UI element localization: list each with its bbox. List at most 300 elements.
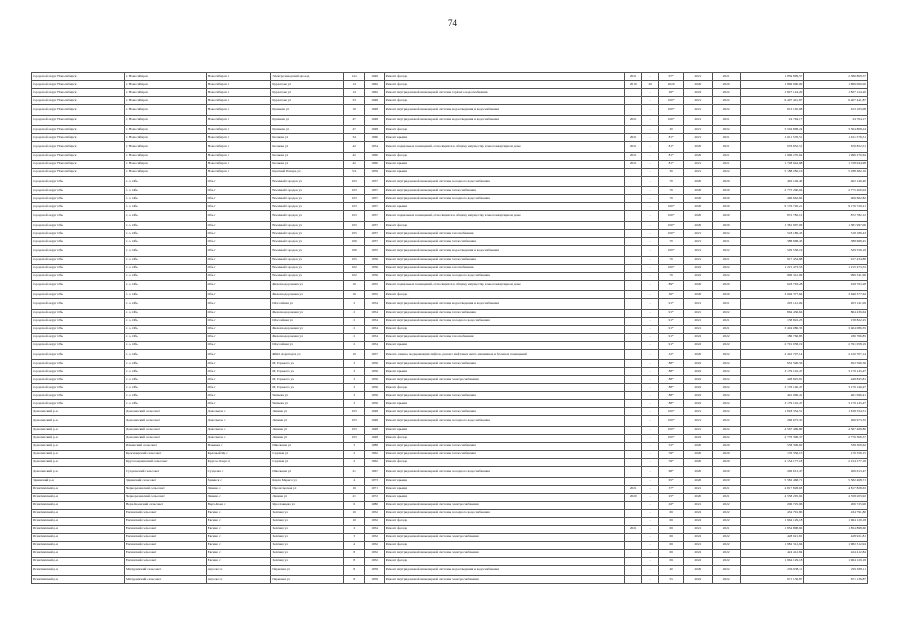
- cell-volume: 88*: [659, 360, 684, 368]
- cell-year-to: 2020: [712, 450, 740, 458]
- cell-volume: 69: [659, 549, 684, 557]
- cell-street: Шоссейная ул: [271, 341, 344, 349]
- cell-year: 1971: [365, 485, 384, 493]
- cell-plan-start: [625, 501, 642, 509]
- cell-settlement: г. Новосибирск: [125, 168, 207, 176]
- cell-year: 1936: [365, 272, 384, 280]
- cell-settlement: г. о. Обь: [125, 317, 207, 325]
- cell-municipality: городской округ Новосибирск: [32, 115, 125, 126]
- cell-year-from: 2021: [684, 73, 712, 81]
- cell-year: 1952: [365, 517, 384, 525]
- cell-work: Ремонт внутридомовой инженерной системы холодного водоснабжения: [384, 176, 624, 187]
- cell-city: Обь г: [206, 360, 271, 368]
- cell-city: Новосибирск г: [206, 160, 271, 168]
- cell-house: 16: [343, 105, 365, 116]
- cell-municipality: Искитимский р-н: [32, 576, 125, 584]
- cell-plan-stop: -: [642, 533, 659, 541]
- cell-street: Зелёная ул: [271, 557, 344, 565]
- cell-municipality: городской округ Обь: [32, 256, 125, 264]
- cell-street: Пролетарская ул: [271, 485, 344, 493]
- cell-city: Новосибирск г: [206, 89, 271, 97]
- cell-house: 103: [343, 187, 365, 195]
- cell-plan-stop: -: [642, 325, 659, 333]
- cell-house: 42: [343, 142, 365, 153]
- cell-cost-total: 158 822,25: [740, 317, 804, 325]
- cell-city: Обь г: [206, 272, 271, 280]
- cell-city: Обь г: [206, 325, 271, 333]
- cell-cost-total: 9 176 720,21: [740, 203, 804, 211]
- cell-settlement: Кругоозерненский сельсовет: [125, 458, 207, 466]
- cell-plan-start: [625, 168, 642, 176]
- cell-settlement: Евсинский сельсовет: [125, 557, 207, 565]
- cell-city: Обь г: [206, 211, 271, 222]
- cell-settlement: Доволенский сельсовет: [125, 434, 207, 442]
- table-row: [32, 152, 868, 160]
- cell-plan-stop: -: [642, 203, 659, 211]
- cell-plan-stop: -: [642, 549, 659, 557]
- table-row: [32, 280, 868, 291]
- cell-house: 3: [343, 533, 365, 541]
- cell-year: 1952: [365, 557, 384, 565]
- cell-settlement: Здвинский сельсовет: [125, 477, 207, 485]
- cell-volume: 91*: [659, 309, 684, 317]
- cell-house: 3: [343, 392, 365, 400]
- cell-house: 105: [343, 256, 365, 264]
- cell-year: 1954: [365, 325, 384, 333]
- cell-house: 3: [343, 368, 365, 376]
- cell-cost-total: 448 845,81: [740, 376, 804, 384]
- cell-plan-start: [625, 256, 642, 264]
- cell-year-from: 2020: [684, 187, 712, 195]
- cell-year-to: 2022: [712, 408, 740, 416]
- cell-settlement: г. Новосибирск: [125, 105, 207, 116]
- cell-cost-total: 1 818 354,51: [740, 408, 804, 416]
- cell-street: Кочнева ул: [271, 134, 344, 142]
- cell-plan-start: 2021: [625, 142, 642, 153]
- cell-year-to: 2022: [712, 126, 740, 134]
- cell-year: 1957: [365, 349, 384, 360]
- cell-cost-own: 206 725,96: [804, 501, 868, 509]
- cell-year-from: 2020: [684, 493, 712, 501]
- cell-cost-own: 2 775 200,04: [804, 187, 868, 195]
- cell-volume: 70: [659, 256, 684, 264]
- cell-cost-total: 3 179 145,47: [740, 368, 804, 376]
- cell-work: Ремонт внутридомовой инженерной системы холодного водоснабжения: [384, 509, 624, 517]
- cell-house: 6: [343, 501, 365, 509]
- cell-cost-total: 3 404 086,35: [740, 325, 804, 333]
- cell-volume: 100*: [659, 203, 684, 211]
- cell-street: Ленина ул: [271, 434, 344, 442]
- cell-house: 5/2: [343, 168, 365, 176]
- cell-year: 1937: [365, 221, 384, 229]
- cell-plan-start: [625, 299, 642, 310]
- cell-cost-own: 24 764,17: [804, 115, 868, 126]
- cell-municipality: Искитимский р-н: [32, 509, 125, 517]
- cell-year: 1962: [365, 450, 384, 458]
- cell-city: Новосибирск г: [206, 168, 271, 176]
- cell-volume: 91*: [659, 317, 684, 325]
- cell-cost-total: 3 179 145,47: [740, 400, 804, 408]
- cell-plan-start: [625, 89, 642, 97]
- cell-volume: 100*: [659, 426, 684, 434]
- cell-work: Ремонт внутридомовой инженерной системы электроснабжения: [384, 533, 624, 541]
- cell-work: Ремонт внутридомовой инженерной системы теплоснабжения: [384, 256, 624, 264]
- cell-city: Суздалка с: [206, 466, 271, 477]
- cell-plan-stop: -: [642, 195, 659, 203]
- cell-house: 2: [343, 333, 365, 341]
- cell-plan-start: 2021: [625, 152, 642, 160]
- cell-house: 3: [343, 442, 365, 450]
- cell-settlement: г. о. Обь: [125, 299, 207, 310]
- cell-city: Обь г: [206, 187, 271, 195]
- cell-city: Здвинск с: [206, 477, 271, 485]
- cell-work: Ремонт внутридомовой инженерной системы теплоснабжения: [384, 187, 624, 195]
- cell-municipality: городской округ Обь: [32, 325, 125, 333]
- cell-year-to: 2022: [712, 272, 740, 280]
- cell-volume: 89*: [659, 280, 684, 291]
- cell-year: 1948: [365, 434, 384, 442]
- table-row: [32, 256, 868, 264]
- cell-plan-start: 2020: [625, 493, 642, 501]
- cell-house: 2: [343, 317, 365, 325]
- cell-volume: 100*: [659, 105, 684, 116]
- cell-plan-start: 2021: [625, 485, 642, 493]
- cell-municipality: городской округ Новосибирск: [32, 134, 125, 142]
- cell-city: Новосибирск г: [206, 81, 271, 89]
- cell-cost-own: 538 309,62: [804, 442, 868, 450]
- cell-work: Ремонт крыши: [384, 477, 624, 485]
- cell-cost-own: 186 766,85: [804, 333, 868, 341]
- cell-settlement: г. о. Обь: [125, 400, 207, 408]
- cell-volume: 100*: [659, 416, 684, 427]
- cell-municipality: городской округ Новосибирск: [32, 142, 125, 153]
- cell-settlement: г. о. Обь: [125, 309, 207, 317]
- cell-plan-stop: -: [642, 309, 659, 317]
- cell-plan-stop: -: [642, 349, 659, 360]
- cell-street: Военный городок ул: [271, 211, 344, 222]
- cell-cost-own: 388 668,45: [804, 237, 868, 245]
- cell-cost-total: 4 558 205,92: [740, 493, 804, 501]
- table-row: [32, 400, 868, 408]
- cell-house: 8: [343, 565, 365, 576]
- cell-year-to: 2022: [712, 533, 740, 541]
- cell-municipality: городской округ Обь: [32, 291, 125, 299]
- cell-settlement: г. о. Обь: [125, 325, 207, 333]
- table-row: [32, 245, 868, 256]
- cell-year-from: 2022: [684, 264, 712, 272]
- cell-plan-start: [625, 333, 642, 341]
- cell-work: Ремонт внутридомовой инженерной системы холодного водоснабжения: [384, 195, 624, 203]
- cell-municipality: городской округ Обь: [32, 309, 125, 317]
- cell-work: Ремонт фасада: [384, 541, 624, 549]
- cell-plan-start: [625, 341, 642, 349]
- cell-municipality: Искитимский р-н: [32, 557, 125, 565]
- cell-year-to: 2021: [712, 299, 740, 310]
- cell-plan-stop: -: [642, 152, 659, 160]
- table-row: [32, 509, 868, 517]
- cell-house: 103: [343, 408, 365, 416]
- cell-cost-own: 5 188 282,16: [804, 168, 868, 176]
- cell-work: Ремонт внутридомовой инженерной системы горячего водоснабжения: [384, 89, 624, 97]
- cell-city: Новосибирск г: [206, 115, 271, 126]
- cell-municipality: городской округ Новосибирск: [32, 160, 125, 168]
- cell-year-to: 2020: [712, 176, 740, 187]
- cell-volume: 68*: [659, 466, 684, 477]
- cell-volume: 81*: [659, 142, 684, 153]
- cell-cost-own: 652 596,56: [804, 360, 868, 368]
- cell-municipality: городской округ Обь: [32, 203, 125, 211]
- cell-cost-total: 1 964 129,18: [740, 557, 804, 565]
- cell-house: 103: [343, 203, 365, 211]
- cell-house: 103: [343, 221, 365, 229]
- table-row: [32, 89, 868, 97]
- cell-cost-own: 613 165,08: [804, 105, 868, 116]
- table-row: [32, 576, 868, 584]
- cell-plan-stop: -: [642, 565, 659, 576]
- cell-cost-total: 1 728 944,98: [740, 160, 804, 168]
- cell-year: 1937: [365, 187, 384, 195]
- cell-house: 2: [343, 450, 365, 458]
- cell-year: 1967: [365, 466, 384, 477]
- cell-house: 106: [343, 237, 365, 245]
- cell-cost-total: 176 356,15: [740, 450, 804, 458]
- cell-municipality: Искитимский р-н: [32, 493, 125, 501]
- cell-year-to: 2022: [712, 509, 740, 517]
- cell-city: Обь г: [206, 309, 271, 317]
- cell-cost-total: 6 407 441,87: [740, 97, 804, 105]
- cell-volume: 26*: [659, 501, 684, 509]
- cell-plan-stop: -: [642, 97, 659, 105]
- cell-year-from: 2020: [684, 280, 712, 291]
- cell-work: Ремонт внутридомовой инженерной системы теплоснабжения: [384, 442, 624, 450]
- table-row: [32, 384, 868, 392]
- cell-city: Евсино с: [206, 533, 271, 541]
- cell-city: Кругое Озеро п: [206, 458, 271, 466]
- cell-house: 34: [343, 134, 365, 142]
- cell-house: 4: [343, 477, 365, 485]
- cell-cost-own: 206 613,47: [804, 466, 868, 477]
- cell-volume: 36*: [659, 89, 684, 97]
- cell-year: 1952: [365, 549, 384, 557]
- cell-street: Ленина ул: [271, 416, 344, 427]
- cell-settlement: г. о. Обь: [125, 384, 207, 392]
- cell-cost-total: 1 996 270,64: [740, 152, 804, 160]
- cell-house: 102: [343, 272, 365, 280]
- cell-cost-own: 5 582 468,71: [804, 477, 868, 485]
- cell-house: 8: [343, 549, 365, 557]
- cell-city: Агролес п: [206, 576, 271, 584]
- cell-settlement: г. Новосибирск: [125, 160, 207, 168]
- cell-plan-stop: -: [642, 115, 659, 126]
- cell-municipality: Искитимский р-н: [32, 485, 125, 493]
- cell-cost-own: 2 154 177,18: [804, 458, 868, 466]
- cell-plan-stop: -: [642, 176, 659, 187]
- cell-cost-own: 461 096,41: [804, 392, 868, 400]
- cell-year-to: 2021: [712, 160, 740, 168]
- cell-work: Ремонт фасада: [384, 384, 624, 392]
- cell-year: 1973: [365, 477, 384, 485]
- cell-work: Ремонт крыши: [384, 485, 624, 493]
- cell-cost-own: 864 436,64: [804, 309, 868, 317]
- table-row: [32, 525, 868, 533]
- cell-cost-own: 3 404 086,35: [804, 325, 868, 333]
- cell-municipality: городской округ Обь: [32, 333, 125, 341]
- table-row: [32, 317, 868, 325]
- cell-year-from: 2021: [684, 168, 712, 176]
- cell-municipality: городской округ Обь: [32, 229, 125, 237]
- cell-city: Довольное с: [206, 434, 271, 442]
- cell-city: Новосибирск г: [206, 134, 271, 142]
- cell-street: М. Горького ул: [271, 368, 344, 376]
- cell-city: Новосибирск г: [206, 97, 271, 105]
- cell-plan-stop: -: [642, 501, 659, 509]
- cell-year: 1959: [365, 565, 384, 576]
- cell-volume: 100*: [659, 434, 684, 442]
- cell-street: Электрозаводский проезд: [271, 73, 344, 81]
- cell-municipality: Доволенский р-н: [32, 450, 125, 458]
- cell-municipality: городской округ Обь: [32, 221, 125, 229]
- cell-year-from: 2022: [684, 557, 712, 565]
- cell-municipality: Доволенский р-н: [32, 434, 125, 442]
- cell-city: Агролес п: [206, 565, 271, 576]
- cell-year: 1980: [365, 501, 384, 509]
- cell-cost-total: 388 668,45: [740, 237, 804, 245]
- cell-work: Ремонт внутридомовой инженерной системы теплоснабжения: [384, 309, 624, 317]
- cell-cost-total: 256 638,11: [740, 565, 804, 576]
- cell-volume: 100*: [659, 115, 684, 126]
- cell-year: 1954: [365, 525, 384, 533]
- cell-plan-start: [625, 400, 642, 408]
- cell-year-to: 2022: [712, 426, 740, 434]
- cell-municipality: городской округ Обь: [32, 349, 125, 360]
- cell-year: 1937: [365, 237, 384, 245]
- table-row: [32, 134, 868, 142]
- cell-cost-total: 3 176 140,47: [740, 384, 804, 392]
- cell-year-to: 2022: [712, 376, 740, 384]
- cell-plan-start: 2021: [625, 525, 642, 533]
- cell-city: Обь г: [206, 392, 271, 400]
- cell-street: Военный городок ул: [271, 229, 344, 237]
- cell-street: Железнодорожная ул: [271, 325, 344, 333]
- cell-settlement: г. о. Обь: [125, 264, 207, 272]
- table-row: [32, 229, 868, 237]
- cell-year-to: 2021: [712, 142, 740, 153]
- cell-cost-total: 428 921,81: [740, 533, 804, 541]
- cell-settlement: г. о. Обь: [125, 176, 207, 187]
- table-row: [32, 450, 868, 458]
- cell-municipality: городской округ Новосибирск: [32, 97, 125, 105]
- cell-plan-start: [625, 325, 642, 333]
- cell-year-from: 2021: [684, 256, 712, 264]
- cell-house: 103: [343, 416, 365, 427]
- cell-cost-total: 2 410 707,14: [740, 349, 804, 360]
- cell-municipality: городской округ Обь: [32, 237, 125, 245]
- cell-settlement: г. о. Обь: [125, 360, 207, 368]
- cell-cost-total: 424 412,84: [740, 549, 804, 557]
- cell-plan-start: 2021: [625, 115, 642, 126]
- cell-house: 16: [343, 291, 365, 299]
- cell-plan-start: [625, 360, 642, 368]
- cell-street: Курчатова ул: [271, 89, 344, 97]
- cell-municipality: Искитимский р-н: [32, 525, 125, 533]
- cell-cost-total: 529 556,19: [740, 245, 804, 256]
- cell-cost-total: 206 725,96: [740, 501, 804, 509]
- table-row: [32, 541, 868, 549]
- cell-plan-stop: -: [642, 416, 659, 427]
- cell-cost-own: 3 179 145,47: [804, 400, 868, 408]
- cell-settlement: Красноярский сельсовет: [125, 450, 207, 458]
- cell-plan-stop: -: [642, 73, 659, 81]
- cell-year-to: 2020: [712, 203, 740, 211]
- table-row: [32, 299, 868, 310]
- cell-plan-stop: -: [642, 89, 659, 97]
- cell-cost-own: 1 381 997,06: [804, 221, 868, 229]
- cell-year: 1954: [365, 299, 384, 310]
- cell-house: 2: [343, 325, 365, 333]
- cell-house: 21: [343, 493, 365, 501]
- cell-year-from: 2020: [684, 221, 712, 229]
- cell-volume: 69: [659, 525, 684, 533]
- cell-work: Ремонт подвальных помещений, относящихся к общему имуществу в многоквартирном доме: [384, 211, 624, 222]
- cell-year-from: 2022: [684, 434, 712, 442]
- cell-cost-total: 4 567 469,80: [740, 426, 804, 434]
- cell-volume: 88*: [659, 400, 684, 408]
- cell-cost-own: 671 136,87: [804, 576, 868, 584]
- cell-year: 1956: [365, 360, 384, 368]
- cell-cost-total: 2 775 200,04: [740, 187, 804, 195]
- cell-year-to: 2021: [712, 325, 740, 333]
- cell-plan-stop: -: [642, 541, 659, 549]
- cell-cost-total: 518 189,43: [740, 229, 804, 237]
- cell-plan-start: [625, 229, 642, 237]
- cell-plan-stop: -: [642, 557, 659, 565]
- cell-plan-start: [625, 237, 642, 245]
- table-row: [32, 81, 868, 89]
- cell-plan-start: [625, 97, 642, 105]
- cell-year-to: 2022: [712, 105, 740, 116]
- cell-street: Зелёная ул: [271, 509, 344, 517]
- cell-street: Чапаева ул: [271, 392, 344, 400]
- cell-cost-own: 448 845,81: [804, 376, 868, 384]
- cell-street: Железнодорожная ул: [271, 280, 344, 291]
- cell-year-to: 2022: [712, 333, 740, 341]
- cell-cost-total: 24 764,17: [740, 115, 804, 126]
- cell-house: 47: [343, 126, 365, 134]
- cell-year-from: 2021: [684, 485, 712, 493]
- cell-cost-total: 203 141,09: [740, 299, 804, 310]
- cell-house: 2: [343, 309, 365, 317]
- table-row: [32, 533, 868, 541]
- cell-city: Обь г: [206, 221, 271, 229]
- cell-plan-stop: -: [642, 360, 659, 368]
- cell-house: 106: [343, 245, 365, 256]
- cell-settlement: Мичуринский сельсовет: [125, 576, 207, 584]
- cell-settlement: г. о. Обь: [125, 221, 207, 229]
- cell-year: 1959: [365, 168, 384, 176]
- cell-year-from: 2021: [684, 408, 712, 416]
- cell-street: Школьная ул: [271, 466, 344, 477]
- cell-plan-start: [625, 549, 642, 557]
- cell-city: Обь г: [206, 341, 271, 349]
- cell-volume: 70: [659, 272, 684, 280]
- cell-work: Ремонт фасада: [384, 525, 624, 533]
- cell-settlement: Чернореченский сельсовет: [125, 493, 207, 501]
- cell-work: Ремонт крыши: [384, 426, 624, 434]
- cell-cost-own: 2 589 809,57: [804, 73, 868, 81]
- cell-volume: 59*: [659, 458, 684, 466]
- cell-municipality: Искитимский р-н: [32, 541, 125, 549]
- cell-street: Парковая ул: [271, 576, 344, 584]
